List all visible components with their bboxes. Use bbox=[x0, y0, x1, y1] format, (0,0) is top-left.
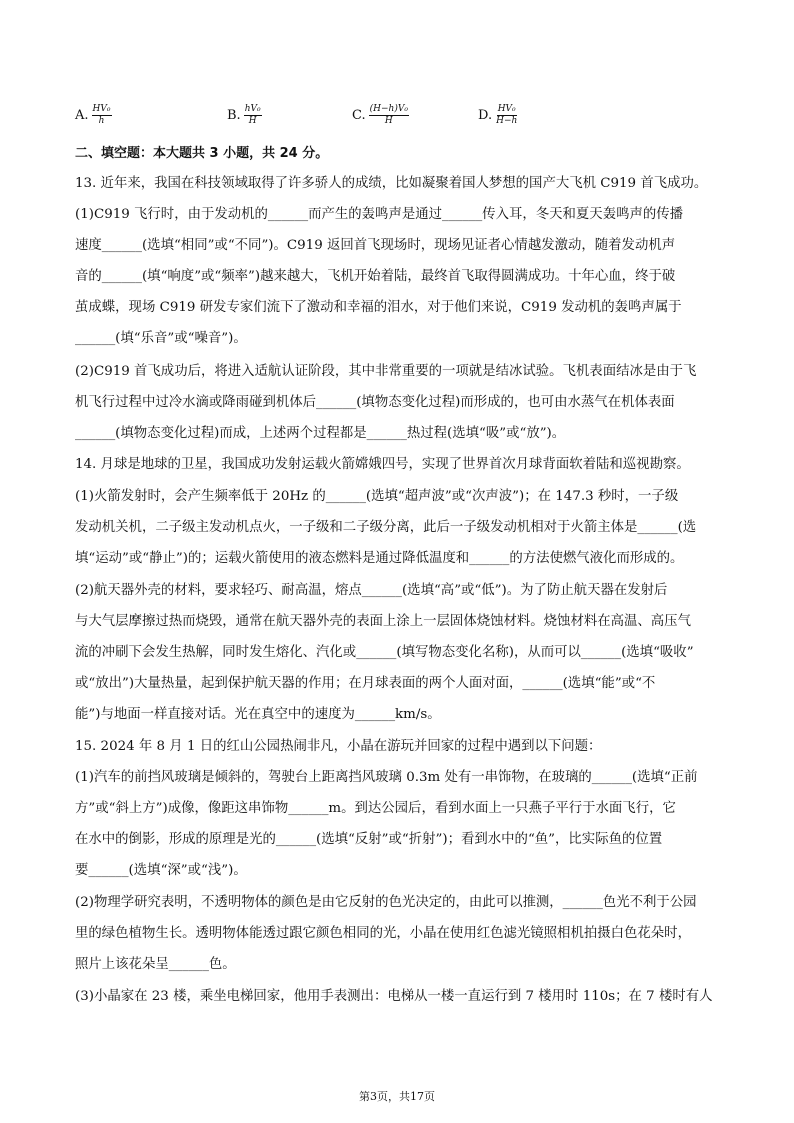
text-line: 要______(选填“深”或“浅”)。 bbox=[75, 863, 247, 878]
option-b-fraction bbox=[244, 104, 262, 127]
option-c-label: C. bbox=[352, 108, 366, 123]
text-line: 13. 近年来，我国在科技领域取得了许多骄人的成绩，比如凝聚着国人梦想的国产大飞机 C919 首飞成功。 bbox=[75, 176, 708, 191]
option-a bbox=[75, 104, 112, 127]
option-a-label: A. bbox=[75, 108, 89, 123]
option-b-denominator: H bbox=[248, 116, 257, 126]
text-line: 里的绿色植物生长。透明物体能透过跟它颜色相同的光，小晶在使用红色滤光镜照相机拍摄白色花朵时， bbox=[75, 926, 691, 941]
text-line: 方”或“斜上方”)成像，像距这串饰物______m。到达公园后，看到水面上一只燕子平行于水面飞行，它 bbox=[75, 801, 676, 816]
text-line: 14. 月球是地球的卫星，我国成功发射运载火箭嫦娥四号，实现了世界首次月球背面软着陆和巡视勘察。 bbox=[75, 457, 690, 472]
option-d bbox=[478, 104, 518, 127]
text-line: (1)C919 飞行时，由于发动机的______而产生的轰鸣声是通过______传入耳，冬天和夏天轰鸣声的传播 bbox=[75, 207, 684, 222]
text-line: 音的______(填“响度”或“频率”)越来越大，飞机开始着陆，最终首飞取得圆满成功。十年心血，终于破 bbox=[75, 269, 676, 284]
option-c-denominator: H bbox=[384, 116, 393, 126]
text-line: (1)汽车的前挡风玻璃是倾斜的，驾驶台上距离挡风玻璃 0.3m 处有一串饰物，在玻璃的______(选填“正前 bbox=[75, 770, 698, 785]
section-heading: 二、填空题：本大题共 3 小题，共 24 分。 bbox=[75, 146, 329, 161]
option-b-numerator: hV₀ bbox=[244, 104, 261, 114]
text-line: 在水中的倒影，形成的原理是光的______(选填“反射”或“折射”)；看到水中的“鱼”，比实际鱼的位置 bbox=[75, 832, 663, 847]
option-d-label: D. bbox=[478, 108, 493, 123]
text-line: 茧成蝶，现场 C919 研发专家们流下了激动和幸福的泪水，对于他们来说，C919 发动机的轰鸣声属于 bbox=[75, 300, 682, 315]
option-a-fraction bbox=[92, 104, 112, 127]
text-line: (3)小晶家在 23 楼，乘坐电梯回家，他用手表测出：电梯从一楼一直运行到 7 楼用时 110s；在 7 楼时有人 bbox=[75, 989, 713, 1004]
text-line: (2)物理学研究表明，不透明物体的颜色是由它反射的色光决定的，由此可以推测，______色光不利于公园 bbox=[75, 895, 697, 910]
option-d-fraction bbox=[495, 104, 518, 127]
option-b-label: B. bbox=[227, 108, 241, 123]
text-line: 15. 2024 年 8 月 1 日的红山公园热闹非凡，小晶在游玩并回家的过程中遇到以下问题： bbox=[75, 739, 602, 754]
option-c bbox=[352, 104, 409, 127]
option-a-numerator: HV₀ bbox=[92, 104, 111, 114]
text-line: 发动机关机，二子级主发动机点火，一子级和二子级分离，此后一子级发动机相对于火箭主体是______(选 bbox=[75, 520, 697, 535]
answer-options bbox=[75, 104, 715, 136]
text-line: 照片上该花朵呈______色。 bbox=[75, 957, 236, 972]
option-c-numerator: (H−h)V₀ bbox=[369, 104, 408, 114]
text-line: 机飞行过程中过冷水滴或降雨碰到机体后______(填物态变化过程)而形成的，也可由水蒸气在机体表面 bbox=[75, 395, 675, 410]
text-line: 与大气层摩擦过热而烧毁，通常在航天器外壳的表面上涂上一层固体烧蚀材料。烧蚀材料在高温、高压气 bbox=[75, 614, 691, 629]
page-footer: 第3页，共17页 bbox=[359, 1090, 435, 1103]
option-d-numerator: HV₀ bbox=[497, 104, 516, 114]
text-line: 填“运动”或“静止”)的；运载火箭使用的液态燃料是通过降低温度和______的方法使燃气液化而形成的。 bbox=[75, 551, 684, 566]
text-line: ______(填“乐音”或“噪音”)。 bbox=[75, 331, 247, 346]
text-line: (2)C919 首飞成功后，将进入适航认证阶段，其中非常重要的一项就是结冰试验。飞机表面结冰是由于飞 bbox=[75, 364, 697, 379]
text-line: 速度______(选填“相同”或“不同”)。C919 返回首飞现场时，现场见证者心情越发激动，随着发动机声 bbox=[75, 238, 676, 253]
text-line: (1)火箭发射时，会产生频率低于 20Hz 的______(选填“超声波”或“次声波”)；在 147.3 秒时，一子级 bbox=[75, 489, 679, 504]
text-line: ______(填物态变化过程)而成，上述两个过程都是______热过程(选填“吸”或“放”)。 bbox=[75, 426, 566, 441]
option-c-fraction bbox=[369, 104, 409, 127]
text-line: (2)航天器外壳的材料，要求轻巧、耐高温，熔点______(选填“高”或“低”)。为了防止航天器在发射后 bbox=[75, 583, 668, 598]
option-d-denominator: H−h bbox=[496, 116, 518, 126]
text-line: 流的冲刷下会发生热解，同时发生熔化、汽化或______(填写物态变化名称)，从而可以______(选填“吸收” bbox=[75, 645, 694, 660]
option-b bbox=[227, 104, 262, 127]
text-line: 能”)与地面一样直接对话。光在真空中的速度为______km/s。 bbox=[75, 707, 441, 722]
option-a-denominator: h bbox=[98, 116, 105, 126]
text-line: 或“放出”)大量热量，起到保护航天器的作用；在月球表面的两个人面对面，______(选填“能”或“不 bbox=[75, 676, 656, 691]
